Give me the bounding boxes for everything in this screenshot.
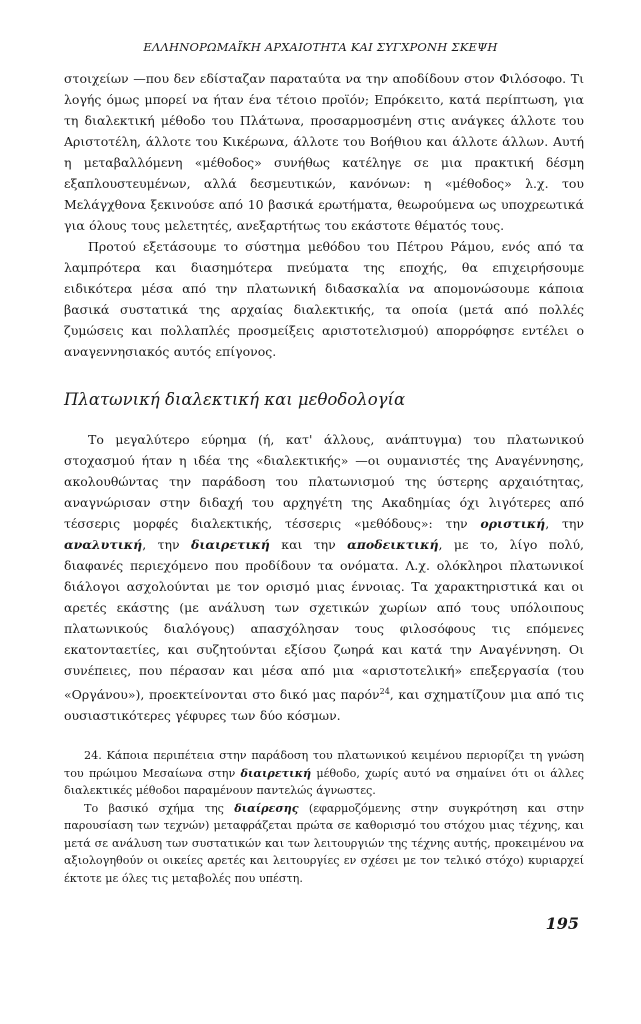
footnotes (64, 747, 584, 887)
text-run: Το μεγαλύτερο εύρημα (ή, κατ' άλλους, ανάπτυγμα) του πλατωνικού στοχασμού ήταν η ιδέα της «διαλεκτικής» —οι ουμανιστές της Αναγέννησης, ακολουθώντας την παράδοση του πλατωνισμού της ύστερης αρχαιότητας, αναγνώρισαν στην διδαχή του αρχηγέτη της Ακαδημίας όχι λιγότερες από τέσσερις μορφές διαλεκτικής, τέσσερις «μεθόδους»: την (64, 432, 584, 531)
term-oristiki: οριστική (480, 516, 546, 531)
text-run: και την (281, 537, 336, 552)
text-run: , την (545, 516, 585, 531)
footnote-reference: 24 (379, 687, 390, 696)
text-run: 24. Κάποια περιπέτεια στην παράδοση του πλατωνικού κειμένου περιορίζει τη γνώση του πρώιμου Μεσαίωνα στην (64, 749, 584, 780)
page-number: 195 (545, 914, 579, 933)
text-run: μέθοδο, χωρίς αυτό να σημαίνει ότι οι άλλες διαλεκτικές μέθοδοι παραμένουν παντελώς άγνωστες. (64, 766, 585, 797)
text-run: , και σχηματίζουν μια από τις ουσιαστικότερες γέφυρες των δύο κόσμων. (64, 687, 584, 724)
term-diairetiki: διαιρετική (190, 537, 270, 552)
footnote-term: διαιρετική (240, 765, 312, 780)
footnote-continued (64, 800, 584, 888)
section-heading: Πλατωνική διαλεκτική και μεθοδολογία (64, 390, 406, 409)
main-text (64, 68, 584, 726)
text-run: (εφαρμοζόμενης στην συγκρότηση και στην παρουσίαση των τεχνών) μεταφράζεται πρώτα σε καθορισμό του στόχου μιας τέχνης, και μετά σε ανάλυση των συστατικών και των λειτουργιών της τέχνης αυτής, προκειμένου να αξιολογηθούν οι οικείες αρετές και λειτουργίες εν σχέσει με τον τελικό στόχο) κυριαρχεί έκτοτε με όλες τις μεταβολές που υπέστη. (64, 801, 585, 885)
text-run: Το βασικό σχήμα της (84, 801, 224, 815)
paragraph-dialectic (64, 429, 584, 726)
paragraph-ramus: Προτού εξετάσουμε το σύστημα μεθόδου του Πέτρου Ράμου, ενός από τα λαμπρότερα και διασημότερα πνεύματα της εποχής, θα επιχειρήσουμε ειδικότερα μέσα από την πλατωνική διδασκαλία να απομονώσουμε κάποια βασικά συστατικά της αρχαίας διαλεκτικής, τα οποία (μετά από πολλές ζυμώσεις και πολλαπλές προσμείξεις αριστοτελισμού) απορρόφησε εντέλει ο αναγεννησιακός αυτός επίγονος. (64, 239, 584, 359)
footnote-term: διαίρεσης (234, 800, 299, 815)
paragraph-continuation: στοιχείων —που δεν εδίσταζαν παραταύτα να την αποδίδουν στον Φιλόσοφο. Τι λογής όμως μπορεί να ήταν ένα τέτοιο προϊόν; Επρόκειτο, κατά περίπτωση, για τη διαλεκτική μέθοδο του Πλάτωνα, προσαρμοσμένη στις ανάγκες άλλοτε του Αριστοτέλη, άλλοτε του Κικέρωνα, άλλοτε του Βοήθιου και άλλοτε άλλων. Αυτή η μεταβαλλόμενη «μέθοδος» συνήθως κατέληγε σε μια πρακτική δέσμη εξαπλουστευμένων, αλλά δεσμευτικών, κανόνων: η «μέθοδος» λ.χ. του Μελάγχθονα ξεκινούσε από 10 βασικά ερωτήματα, θεωρούμενα ως υποχρεωτικά για όλους τους μελετητές, ανεξαρτήτως του εκάστοτε θέματός τους. (64, 71, 584, 233)
term-apodeiktiki: αποδεικτική (347, 537, 439, 552)
running-title: ΕΛΛΗΝΟΡΩΜΑΪΚΗ ΑΡΧΑΙΟΤΗΤΑ ΚΑΙ ΣΥΓΧΡΟΝΗ ΣΚΕΨΗ (143, 40, 498, 54)
term-analytiki: αναλυτική (64, 537, 143, 552)
text-run: , με το, λίγο πολύ, διαφανές περιεχόμενο που προδίδουν τα ονόματα. Λ.χ. ολόκληροι πλατωνικοί διάλογοι ασχολούνται με τον ορισμό μιας έννοιας. Τα χαρακτηριστικά και οι αρετές εκάστης (με ανάλυση των σχετικών χωρίων από τους υπόλοιπους πλατωνικούς διαλόγους) απασχόλησαν τους φιλοσόφους τις επόμενες εκατονταετίες, και συζητούνται εξίσου ζωηρά και κατά την Αναγέννηση. Οι συνέπειες, που πέρασαν και μέσα από μια «αριστοτελική» επεξεργασία (του «Οργάνου»), προεκτείνονται στο δικό μας παρόν (64, 537, 585, 703)
footnote-24 (64, 747, 584, 800)
text-run: , την (142, 537, 180, 552)
